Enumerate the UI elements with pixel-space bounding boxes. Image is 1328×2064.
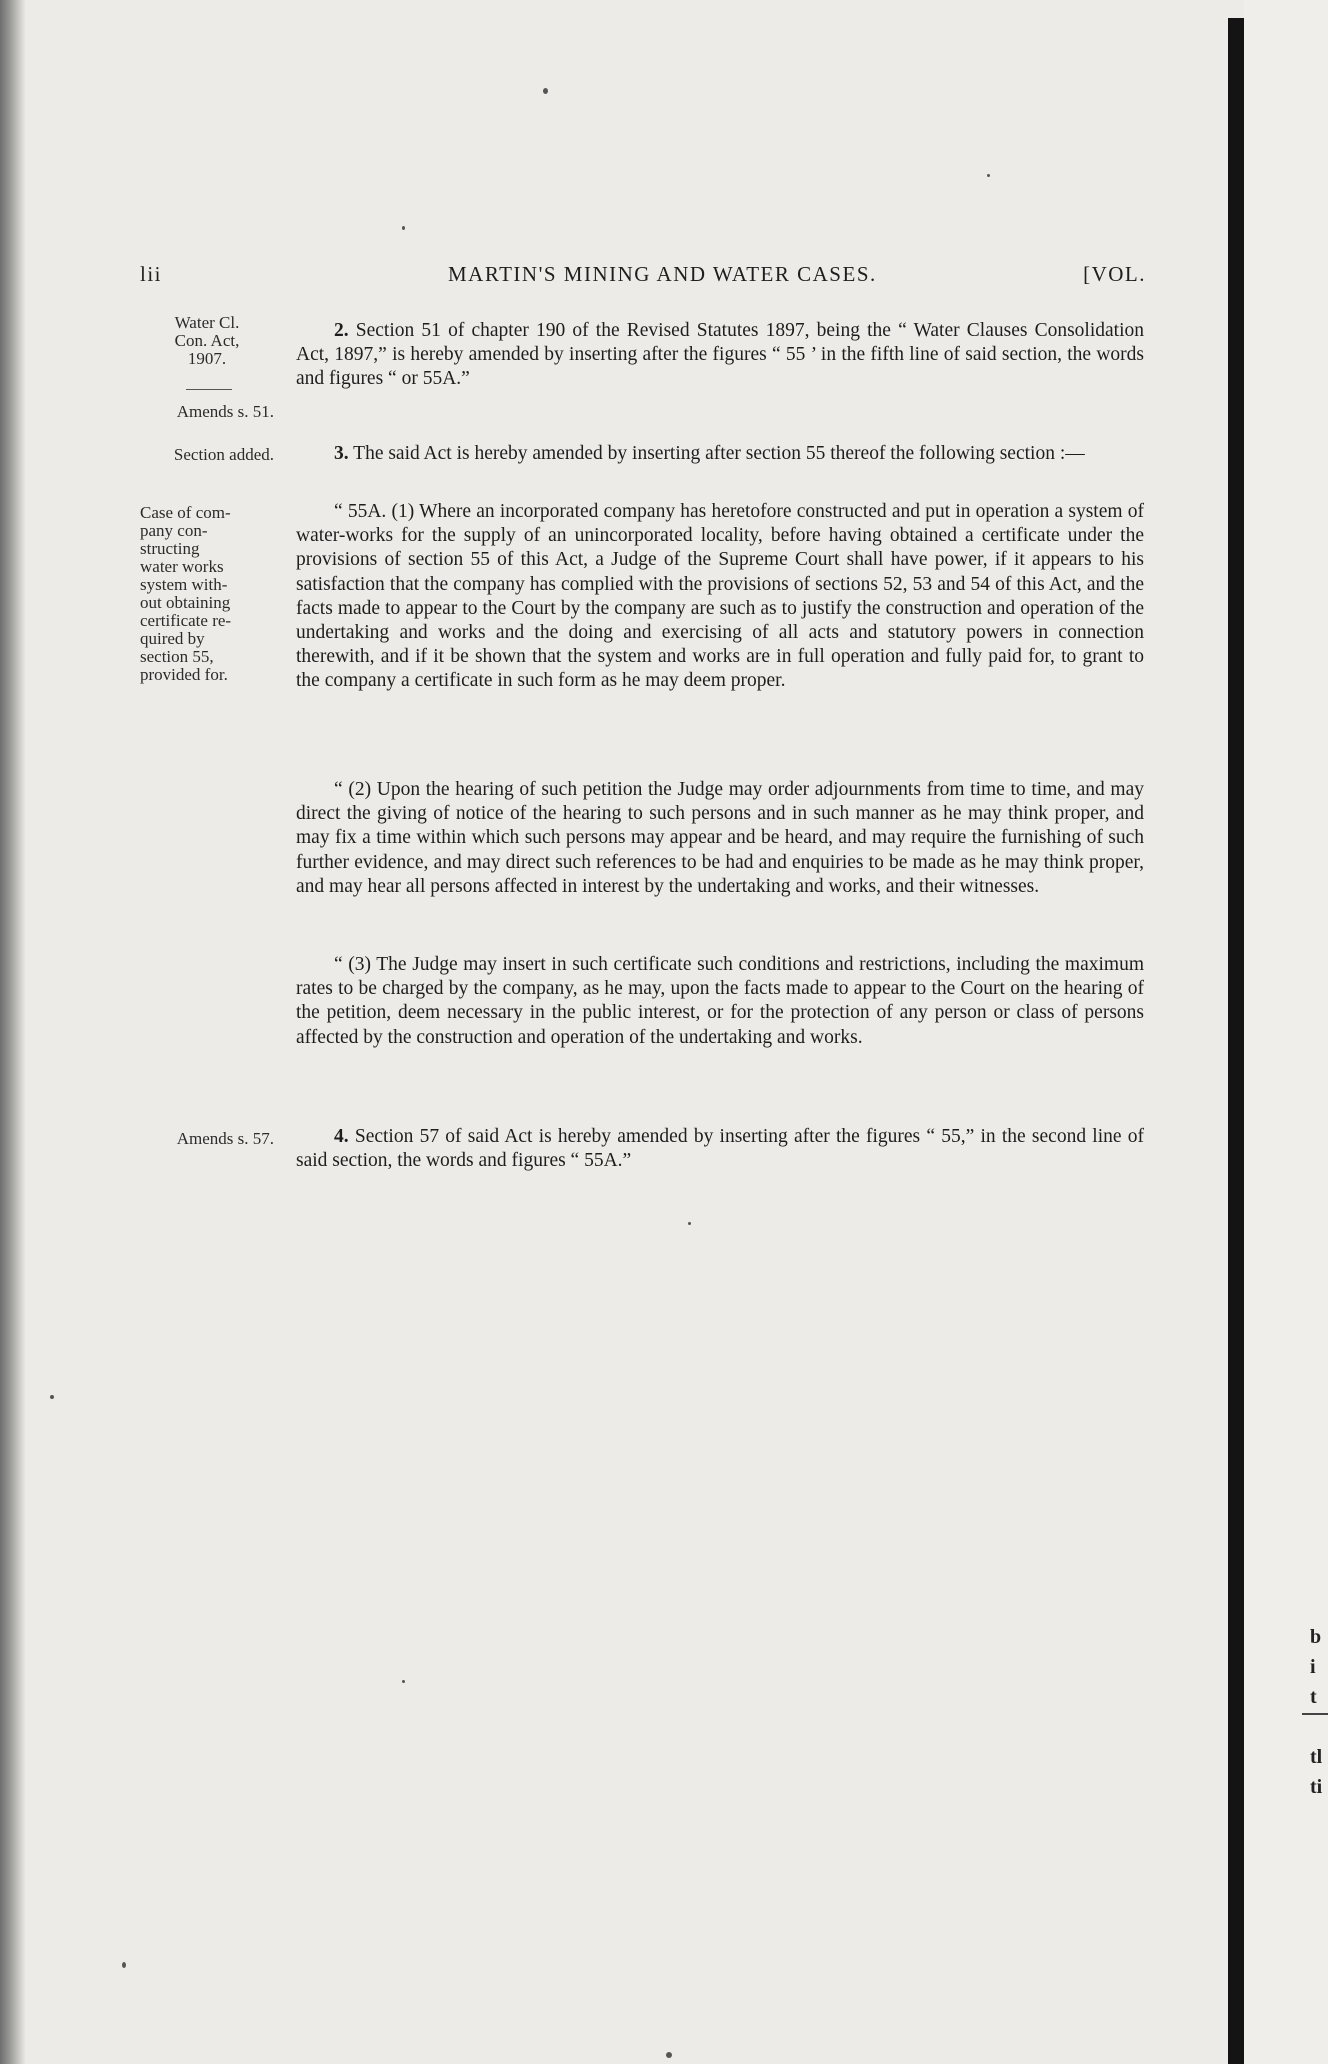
facing-page-rule — [1302, 1713, 1328, 1715]
scan-speck — [543, 88, 548, 94]
margin-note-amends-s57: Amends s. 57. — [176, 1129, 274, 1148]
subsection-55a-2 — [296, 778, 1144, 899]
section-text: Section 57 of said Act is hereby amended by inserting after the figures “ 55,” in the second line of said section, the words and figures “ 55A.” — [296, 1126, 1145, 1172]
page-left-edge-shadow — [0, 0, 26, 2064]
section-text: Section 51 of chapter 190 of the Revised Statutes 1897, being the “ Water Clauses Consolidation Act, 1897,” is hereby amended by inserting after the figures “ 55 ’ in the fifth line of said section, the words and figures “ or 55A.” — [296, 320, 1145, 390]
margin-note-section-added: Section added. — [173, 445, 274, 464]
section-text: The said Act is hereby amended by inserting after section 55 thereof the following section :— — [353, 443, 1085, 464]
subsection-55a-1 — [296, 500, 1144, 694]
section-3-paragraph — [296, 442, 1144, 466]
section-number: 4. — [334, 1126, 349, 1147]
page-folio: lii — [140, 262, 163, 286]
scan-speck — [122, 1962, 126, 1968]
facing-page-text-fragments: b i t tl ti — [1310, 1626, 1323, 1798]
subsection-55a-3 — [296, 953, 1144, 1050]
subsection-text: “ 55A. (1) Where an incorporated company has heretofore constructed and put in operation a system of water-works for the supply of an unincorporated locality, before having obtained a certificate under the provisions of section 55 of this Act, a Judge of the Supreme Court shall have power, if it appears to his satisfaction that the company has complied with the provisions of sections 52, 53 and 54 of this Act, and the facts made to appear to the Court by the company are such as to justify the construction and operation of the undertaking and works and the doing and exercising of all acts and statutory powers in connection therewith, and if it be shown that the system and works are in full operation and fully paid for, to grant to the company a certificate in such form as he may deem proper. — [296, 501, 1144, 692]
section-number: 3. — [334, 443, 349, 464]
section-2-paragraph — [296, 319, 1144, 392]
scan-speck — [402, 226, 405, 230]
book-gutter — [1228, 18, 1244, 2064]
running-title: MARTIN'S MINING AND WATER CASES. — [448, 262, 877, 286]
subsection-text: “ (3) The Judge may insert in such certificate such conditions and restrictions, including the maximum rates to be charged by the company, as he may, upon the facts made to appear to the Court on the hearing of the petition, deem necessary in the public interest, or for the protection of any person or class of persons affected by the construction and operation of the undertaking and works. — [296, 954, 1144, 1048]
volume-marker: [VOL. — [1083, 262, 1146, 286]
section-number: 2. — [334, 320, 349, 341]
margin-note-divider — [186, 389, 232, 390]
section-4-paragraph — [296, 1125, 1144, 1173]
margin-note-act-title: Water Cl. Con. Act, 1907. — [174, 313, 240, 368]
margin-note-case-of-company: Case of com- pany con- structing water works system with- out obtaining certificate re- quired by section 55, provided for. — [140, 503, 232, 684]
scan-speck — [50, 1395, 54, 1399]
scan-speck — [987, 174, 990, 177]
scan-speck — [402, 1680, 405, 1683]
running-head — [140, 262, 1146, 292]
scan-speck — [666, 2052, 672, 2058]
scan-speck — [688, 1222, 691, 1225]
margin-note-amends-s51: Amends s. 51. — [176, 402, 274, 421]
subsection-text: “ (2) Upon the hearing of such petition the Judge may order adjournments from time to time, and may direct the giving of notice of the hearing to such persons and in such manner as he may think proper, and may fix a time within which such persons may appear and be heard, and may require the furnishing of such further evidence, and may direct such references to be had and enquiries to be made as he may think proper, and may hear all persons affected in interest by the undertaking and works, and their witnesses. — [296, 779, 1144, 897]
